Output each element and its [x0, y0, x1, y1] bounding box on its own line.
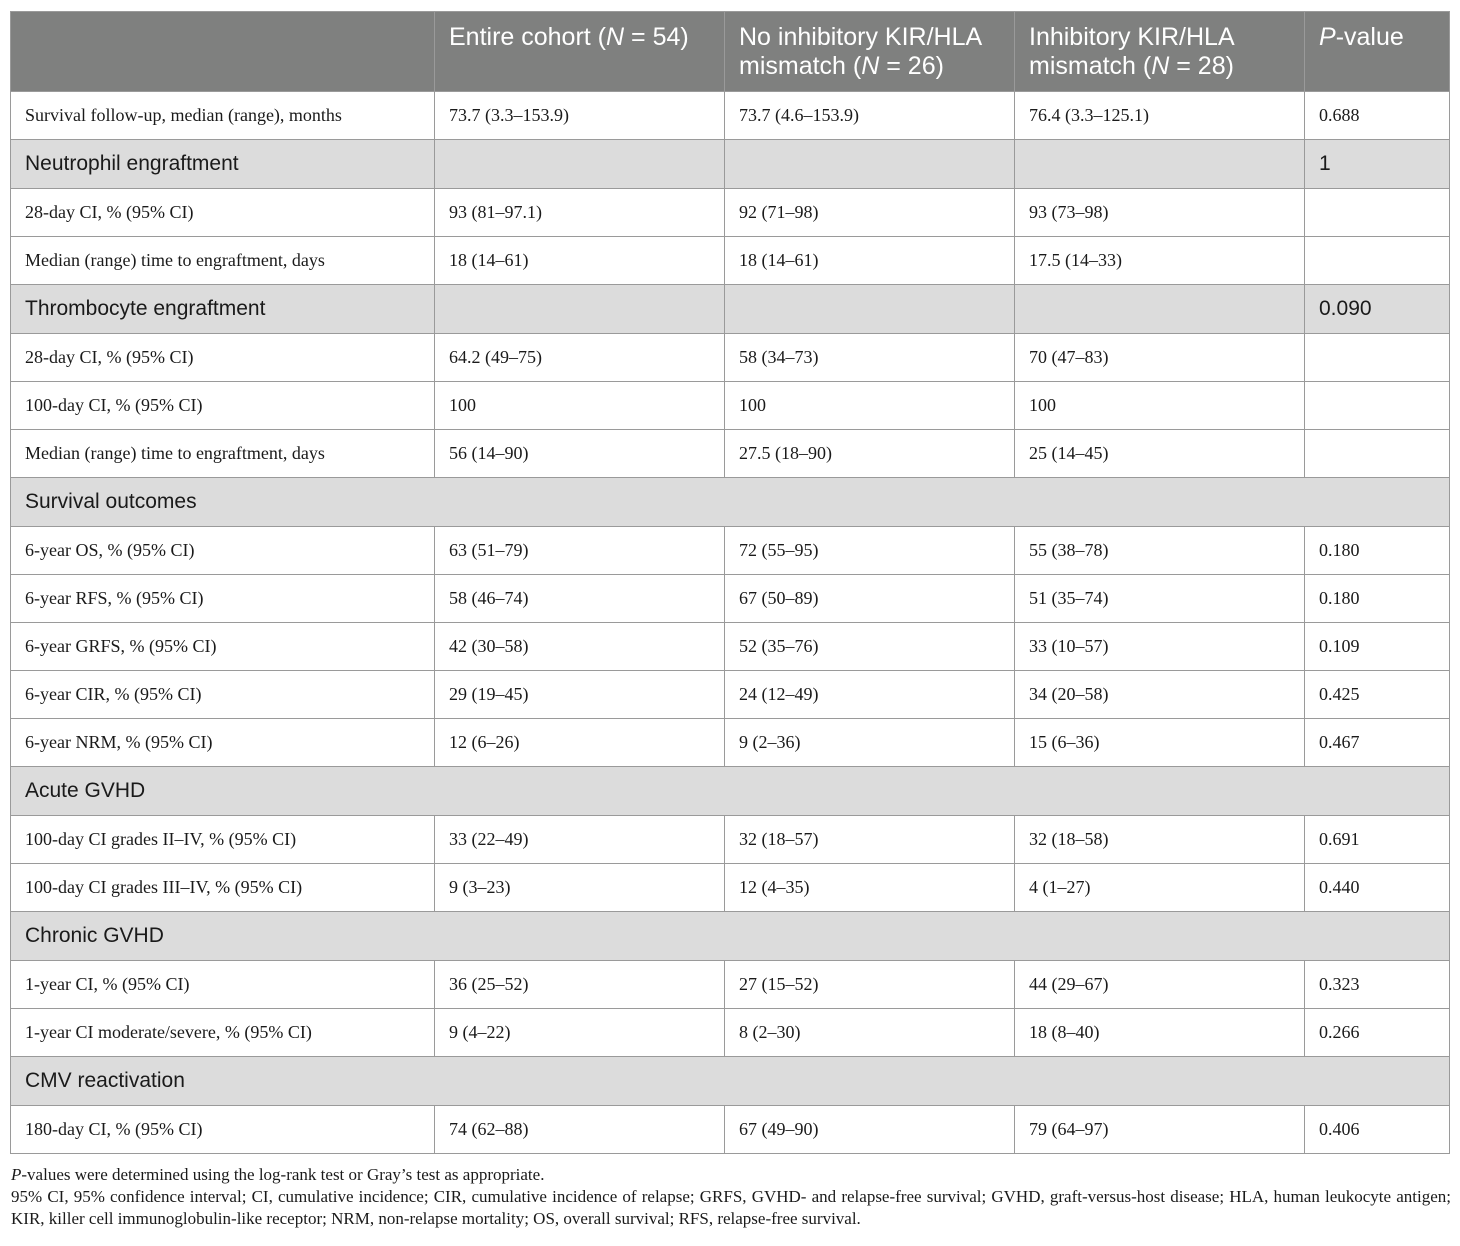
table-row [11, 719, 1450, 767]
header-text: = 54) [624, 23, 689, 51]
section-label: Thrombocyte engraftment [11, 285, 435, 334]
cell-p-value: 0.109 [1305, 623, 1450, 671]
row-label: 6-year NRM, % (95% CI) [11, 719, 435, 767]
header-n: N [606, 23, 625, 51]
cell-p-value [1305, 237, 1450, 285]
cell-no-inhibitory-mismatch: 18 (14–61) [725, 237, 1015, 285]
cell-inhibitory-mismatch: 33 (10–57) [1015, 623, 1305, 671]
section-label: Chronic GVHD [11, 912, 1450, 961]
row-label: 1-year CI, % (95% CI) [11, 961, 435, 1009]
header-cell-label [11, 12, 435, 92]
cell-no-inhibitory-mismatch: 67 (50–89) [725, 575, 1015, 623]
cell-no-inhibitory-mismatch [725, 140, 1015, 189]
cell-p-value [1305, 189, 1450, 237]
footnote-text: -values were determined using the log-rank test or Gray’s test as appropriate. [21, 1165, 545, 1184]
cell-p-value: 0.323 [1305, 961, 1450, 1009]
cell-inhibitory-mismatch: 25 (14–45) [1015, 430, 1305, 478]
footnote-abbreviations: 95% CI, 95% confidence interval; CI, cumulative incidence; CIR, cumulative incidence of relapse; GRFS, GVHD- and relapse-free survival; GVHD, graft-versus-host disease; HLA, human leukocyte antigen; KIR, killer cell immunoglobulin-like receptor; NRM, non-relapse mortality; OS, overall survival; RFS, relapse-free survival. [11, 1187, 1451, 1228]
header-n: N [861, 52, 880, 80]
table-row [11, 334, 1450, 382]
cell-inhibitory-mismatch: 70 (47–83) [1015, 334, 1305, 382]
row-label: 6-year RFS, % (95% CI) [11, 575, 435, 623]
table-row [11, 92, 1450, 140]
cell-no-inhibitory-mismatch: 72 (55–95) [725, 527, 1015, 575]
cell-entire-cohort: 33 (22–49) [435, 816, 725, 864]
cell-inhibitory-mismatch: 32 (18–58) [1015, 816, 1305, 864]
cell-p-value: 0.467 [1305, 719, 1450, 767]
cell-p-value: 0.266 [1305, 1009, 1450, 1057]
cell-no-inhibitory-mismatch: 92 (71–98) [725, 189, 1015, 237]
header-row [11, 12, 1450, 92]
cell-inhibitory-mismatch: 4 (1–27) [1015, 864, 1305, 912]
table-row [11, 1009, 1450, 1057]
header-text: mismatch ( [739, 52, 862, 80]
table-row [11, 961, 1450, 1009]
section-label: Survival outcomes [11, 478, 1450, 527]
table-row [11, 864, 1450, 912]
cell-p-value [1305, 382, 1450, 430]
cell-entire-cohort: 64.2 (49–75) [435, 334, 725, 382]
cell-entire-cohort: 56 (14–90) [435, 430, 725, 478]
header-cell-inhibitory-mismatch [1015, 12, 1305, 92]
section-row [11, 1057, 1450, 1106]
cell-entire-cohort [435, 140, 725, 189]
cell-entire-cohort [435, 285, 725, 334]
table-row [11, 189, 1450, 237]
cell-inhibitory-mismatch: 93 (73–98) [1015, 189, 1305, 237]
header-cell-no-inhibitory-mismatch [725, 12, 1015, 92]
cell-entire-cohort: 63 (51–79) [435, 527, 725, 575]
section-label: Neutrophil engraftment [11, 140, 435, 189]
cell-entire-cohort: 58 (46–74) [435, 575, 725, 623]
cell-entire-cohort: 18 (14–61) [435, 237, 725, 285]
cell-entire-cohort: 12 (6–26) [435, 719, 725, 767]
section-label: Acute GVHD [11, 767, 1450, 816]
table-row [11, 527, 1450, 575]
cell-inhibitory-mismatch [1015, 140, 1305, 189]
cell-no-inhibitory-mismatch: 9 (2–36) [725, 719, 1015, 767]
cell-p-value: 0.180 [1305, 575, 1450, 623]
cell-entire-cohort: 9 (3–23) [435, 864, 725, 912]
table-row [11, 575, 1450, 623]
cell-entire-cohort: 93 (81–97.1) [435, 189, 725, 237]
cell-no-inhibitory-mismatch: 73.7 (4.6–153.9) [725, 92, 1015, 140]
cell-entire-cohort: 74 (62–88) [435, 1106, 725, 1154]
section-row [11, 478, 1450, 527]
cell-p-value [1305, 334, 1450, 382]
table-header [11, 12, 1450, 92]
cell-no-inhibitory-mismatch: 27.5 (18–90) [725, 430, 1015, 478]
cell-entire-cohort: 9 (4–22) [435, 1009, 725, 1057]
cell-no-inhibitory-mismatch: 8 (2–30) [725, 1009, 1015, 1057]
results-table [10, 11, 1450, 1154]
cell-p-value: 0.440 [1305, 864, 1450, 912]
table-row [11, 623, 1450, 671]
table-row [11, 671, 1450, 719]
cell-p-value: 0.688 [1305, 92, 1450, 140]
header-line: No inhibitory KIR/HLA [739, 23, 983, 51]
table-row [11, 430, 1450, 478]
cell-no-inhibitory-mismatch: 67 (49–90) [725, 1106, 1015, 1154]
row-label: 100-day CI grades II–IV, % (95% CI) [11, 816, 435, 864]
row-label: Survival follow-up, median (range), months [11, 92, 435, 140]
footnote-p: P [11, 1165, 22, 1184]
header-p: P [1319, 23, 1336, 51]
cell-no-inhibitory-mismatch: 100 [725, 382, 1015, 430]
cell-no-inhibitory-mismatch [725, 285, 1015, 334]
row-label: 1-year CI moderate/severe, % (95% CI) [11, 1009, 435, 1057]
cell-p-value: 0.425 [1305, 671, 1450, 719]
header-line: Inhibitory KIR/HLA [1029, 23, 1235, 51]
cell-p-value: 0.090 [1305, 285, 1450, 334]
cell-p-value: 0.691 [1305, 816, 1450, 864]
cell-inhibitory-mismatch: 79 (64–97) [1015, 1106, 1305, 1154]
table-footnotes [11, 1164, 1451, 1230]
table-row [11, 237, 1450, 285]
cell-p-value: 0.406 [1305, 1106, 1450, 1154]
row-label: 100-day CI grades III–IV, % (95% CI) [11, 864, 435, 912]
cell-entire-cohort: 73.7 (3.3–153.9) [435, 92, 725, 140]
row-label: 100-day CI, % (95% CI) [11, 382, 435, 430]
section-row [11, 912, 1450, 961]
cell-entire-cohort: 36 (25–52) [435, 961, 725, 1009]
row-label: 180-day CI, % (95% CI) [11, 1106, 435, 1154]
cell-no-inhibitory-mismatch: 12 (4–35) [725, 864, 1015, 912]
cell-p-value: 0.180 [1305, 527, 1450, 575]
cell-inhibitory-mismatch: 44 (29–67) [1015, 961, 1305, 1009]
cell-inhibitory-mismatch: 55 (38–78) [1015, 527, 1305, 575]
header-text: -value [1335, 23, 1404, 51]
cell-inhibitory-mismatch [1015, 285, 1305, 334]
cell-inhibitory-mismatch: 51 (35–74) [1015, 575, 1305, 623]
cell-entire-cohort: 100 [435, 382, 725, 430]
header-cell-p-value [1305, 12, 1450, 92]
cell-inhibitory-mismatch: 18 (8–40) [1015, 1009, 1305, 1057]
section-row [11, 140, 1450, 189]
table-body [11, 92, 1450, 1154]
footnote-pvalue [11, 1164, 1451, 1186]
row-label: 28-day CI, % (95% CI) [11, 189, 435, 237]
section-row [11, 285, 1450, 334]
cell-entire-cohort: 29 (19–45) [435, 671, 725, 719]
cell-inhibitory-mismatch: 34 (20–58) [1015, 671, 1305, 719]
section-label: CMV reactivation [11, 1057, 1450, 1106]
cell-entire-cohort: 42 (30–58) [435, 623, 725, 671]
cell-p-value: 1 [1305, 140, 1450, 189]
header-cell-entire-cohort [435, 12, 725, 92]
cell-no-inhibitory-mismatch: 52 (35–76) [725, 623, 1015, 671]
cell-inhibitory-mismatch: 15 (6–36) [1015, 719, 1305, 767]
table-row [11, 1106, 1450, 1154]
header-text: = 28) [1169, 52, 1234, 80]
header-text: = 26) [879, 52, 944, 80]
row-label: Median (range) time to engraftment, days [11, 237, 435, 285]
header-n: N [1151, 52, 1170, 80]
cell-no-inhibitory-mismatch: 24 (12–49) [725, 671, 1015, 719]
section-row [11, 767, 1450, 816]
table-row [11, 816, 1450, 864]
row-label: 6-year OS, % (95% CI) [11, 527, 435, 575]
cell-p-value [1305, 430, 1450, 478]
cell-no-inhibitory-mismatch: 32 (18–57) [725, 816, 1015, 864]
header-text: Entire cohort ( [449, 23, 607, 51]
cell-inhibitory-mismatch: 100 [1015, 382, 1305, 430]
row-label: 6-year CIR, % (95% CI) [11, 671, 435, 719]
row-label: Median (range) time to engraftment, days [11, 430, 435, 478]
header-text: mismatch ( [1029, 52, 1152, 80]
cell-inhibitory-mismatch: 76.4 (3.3–125.1) [1015, 92, 1305, 140]
row-label: 28-day CI, % (95% CI) [11, 334, 435, 382]
cell-inhibitory-mismatch: 17.5 (14–33) [1015, 237, 1305, 285]
table-row [11, 382, 1450, 430]
cell-no-inhibitory-mismatch: 58 (34–73) [725, 334, 1015, 382]
row-label: 6-year GRFS, % (95% CI) [11, 623, 435, 671]
cell-no-inhibitory-mismatch: 27 (15–52) [725, 961, 1015, 1009]
